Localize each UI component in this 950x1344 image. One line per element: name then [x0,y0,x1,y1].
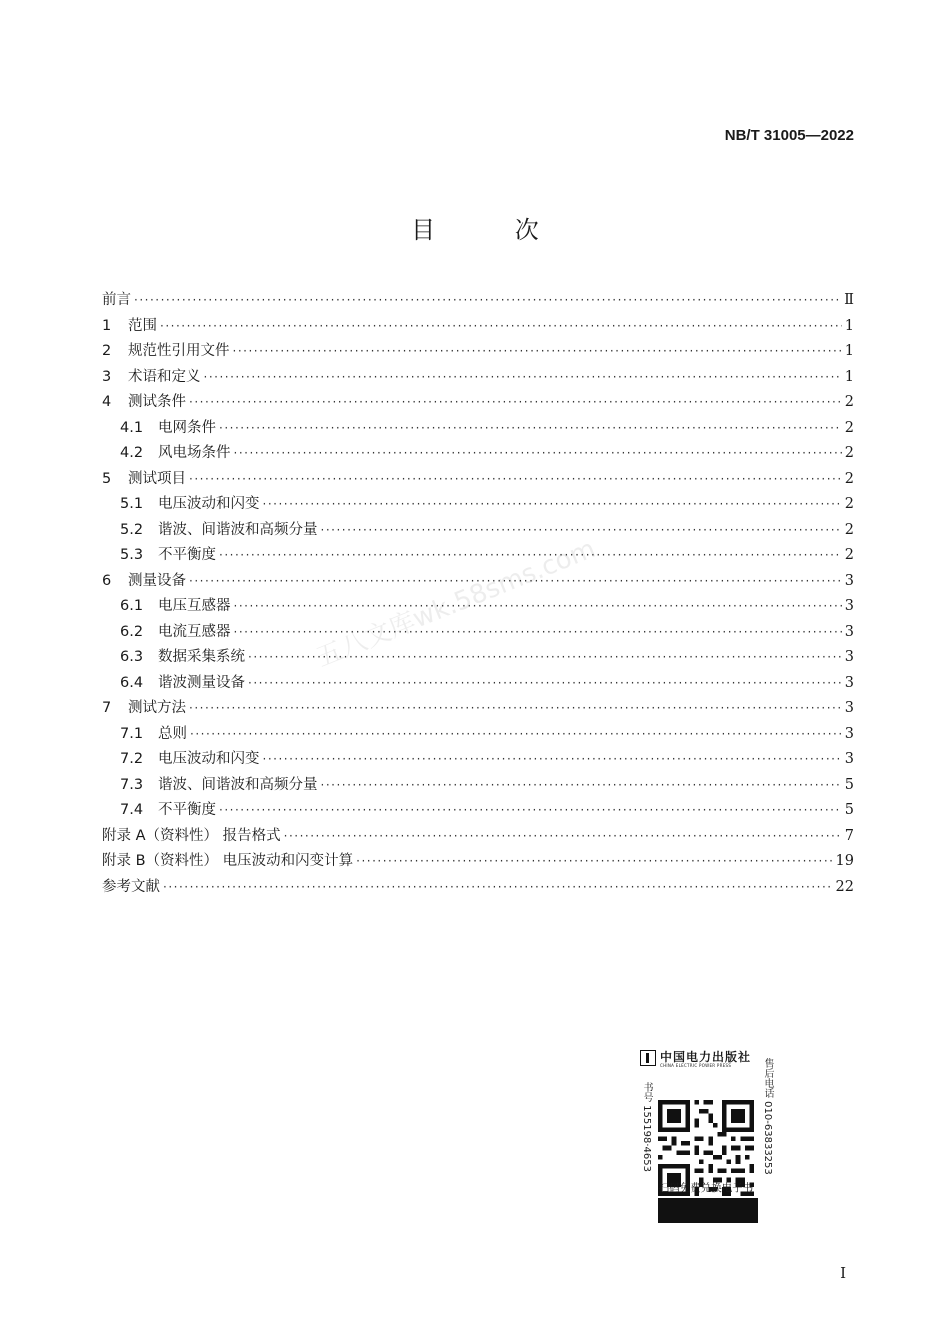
toc-entry-number: 2 [102,343,112,359]
toc-entry-number: 6 [102,572,112,589]
toc-entry-title: 电压波动和闪变 [158,496,260,512]
toc-entry-title: 范围 [128,317,157,334]
toc-dot-leader [204,370,842,384]
toc-entry-title: 附录 A（资料性） 报告格式 [102,827,281,844]
toc-entry[interactable] [102,365,854,391]
toc-entry-number: 4.2 [120,445,144,461]
toc-entry-title: 数据采集系统 [158,649,245,665]
redacted-block [658,1198,758,1223]
toc-entry[interactable] [102,314,854,340]
toc-entry-title: 电流互感器 [158,623,231,640]
toc-entry-page: 2 [844,419,854,436]
toc-entry-page: 2 [844,445,854,461]
standard-code: NB/T 31005—2022 [724,127,854,144]
toc-dot-leader [284,829,842,843]
toc-entry-page: 3 [844,751,854,767]
toc-entry-page: 3 [844,623,854,640]
toc-entry-number: 4 [102,394,112,410]
toc-dot-leader [219,803,842,817]
toc-entry[interactable] [102,696,854,722]
toc-entry-title: 谐波、间谐波和高频分量 [158,776,318,793]
toc-entry[interactable] [102,722,854,748]
watermark: 五八文库wk.58sms.com [312,533,600,674]
toc-dot-leader [163,880,833,894]
toc-entry-title: 测量设备 [128,572,186,589]
toc-entry-number: 5.2 [120,521,144,538]
toc-entry-page: 22 [835,878,854,895]
toc-entry-title: 规范性引用文件 [128,343,230,359]
toc-dot-leader [190,727,842,741]
toc-entry[interactable] [102,543,854,569]
toc-entry-page: 1 [844,343,854,359]
toc-entry-title: 附录 B（资料性） 电压波动和闪变计算 [102,853,354,869]
toc-entry-number: 1 [102,317,112,334]
toc-entry[interactable] [102,492,854,518]
toc-entry-number: 7 [102,700,112,716]
service-phone: 售后电话 010-63833253 [762,1058,773,1175]
toc-entry-title: 测试项目 [128,470,186,487]
toc-entry-page: 3 [844,674,854,691]
toc-entry-title: 电压波动和闪变 [158,751,260,767]
toc-entry[interactable] [102,824,854,850]
toc-entry[interactable] [102,288,854,314]
toc-entry-number: 7.3 [120,776,144,793]
toc-entry[interactable] [102,671,854,697]
toc-entry[interactable] [102,339,854,365]
toc-entry-title: 测试方法 [128,700,186,716]
publisher-name-cn: 中国电力出版社 [660,1050,752,1064]
stamp-caption: 扫码免费兑换电子书 [658,1182,754,1194]
toc-entry-page: 5 [844,776,854,793]
toc-entry-title: 电压互感器 [158,598,231,614]
toc-dot-leader [248,676,842,690]
toc-entry-page: 2 [844,496,854,512]
toc-entry-number: 5.1 [120,496,144,512]
toc-entry[interactable] [102,441,854,467]
toc-entry-number: 4.1 [120,419,144,436]
toc-entry[interactable] [102,875,854,901]
toc-entry[interactable] [102,416,854,442]
publisher-logo-icon [640,1050,656,1066]
toc-dot-leader [189,701,842,715]
toc-entry-page: 1 [844,317,854,334]
toc-entry-title: 不平衡度 [158,547,216,563]
toc-entry-number: 6.4 [120,674,144,691]
toc-entry-page: 2 [844,470,854,487]
toc-entry-page: 2 [844,394,854,410]
toc-entry-title: 测试条件 [128,394,186,410]
publisher-stamp [636,1048,776,1226]
toc-entry-number: 6.3 [120,649,144,665]
toc-entry-title: 总则 [158,725,187,742]
toc-entry[interactable] [102,798,854,824]
toc-entry-page: 3 [844,598,854,614]
toc-dot-leader [234,599,842,613]
toc-title: 目 次 [411,216,575,244]
book-number: 书号 155198·4653 [641,1082,652,1172]
toc-dot-leader [356,854,832,868]
toc-entry-page: 7 [844,827,854,844]
toc-entry[interactable] [102,849,854,875]
toc-dot-leader [219,421,842,435]
toc-entry-page: 3 [844,700,854,716]
toc-entry[interactable] [102,645,854,671]
toc-entry-title: 谐波测量设备 [158,674,245,691]
toc-dot-leader [263,752,842,766]
toc-entry[interactable] [102,518,854,544]
toc-dot-leader [233,344,842,358]
toc-entry[interactable] [102,747,854,773]
toc-entry-number: 3 [102,368,112,385]
toc-entry-page: 1 [844,368,854,385]
toc-dot-leader [189,395,842,409]
toc-entry-number: 7.4 [120,802,144,818]
toc-entry-title: 前言 [102,292,131,308]
toc-dot-leader [189,472,842,486]
toc-entry-title: 不平衡度 [158,802,216,818]
toc-entry-page: 19 [835,853,854,869]
toc-entry-title: 风电场条件 [158,445,231,461]
toc-entry-page: 3 [844,725,854,742]
toc-entry-page: 5 [844,802,854,818]
toc-entry-page: 3 [844,649,854,665]
toc-entry-title: 谐波、间谐波和高频分量 [158,521,318,538]
toc-entry-title: 电网条件 [158,419,216,436]
toc-entry[interactable] [102,773,854,799]
toc-entry-number: 6.2 [120,623,144,640]
toc-entry[interactable] [102,620,854,646]
toc-dot-leader [160,319,842,333]
toc-dot-leader [321,778,842,792]
toc-entry-page: 3 [844,572,854,589]
toc-entry-page: 2 [844,521,854,538]
publisher-name-en: CHINA ELECTRIC POWER PRESS [660,1063,732,1068]
toc-entry-title: 术语和定义 [128,368,201,385]
toc-entry[interactable] [102,467,854,493]
toc-entry-number: 7.1 [120,725,144,742]
toc-dot-leader [234,446,842,460]
toc-entry-title: 参考文献 [102,878,160,895]
toc-entry-page: 2 [844,547,854,563]
toc-entry-number: 5 [102,470,112,487]
toc-entry-page: Ⅱ [844,292,854,308]
toc-dot-leader [134,293,841,307]
page-number: I [840,1264,846,1282]
toc-entry-number: 5.3 [120,547,144,563]
toc-entry-number: 7.2 [120,751,144,767]
toc-entry[interactable] [102,390,854,416]
toc-entry-number: 6.1 [120,598,144,614]
toc-dot-leader [263,497,842,511]
publisher-logo [640,1048,770,1072]
